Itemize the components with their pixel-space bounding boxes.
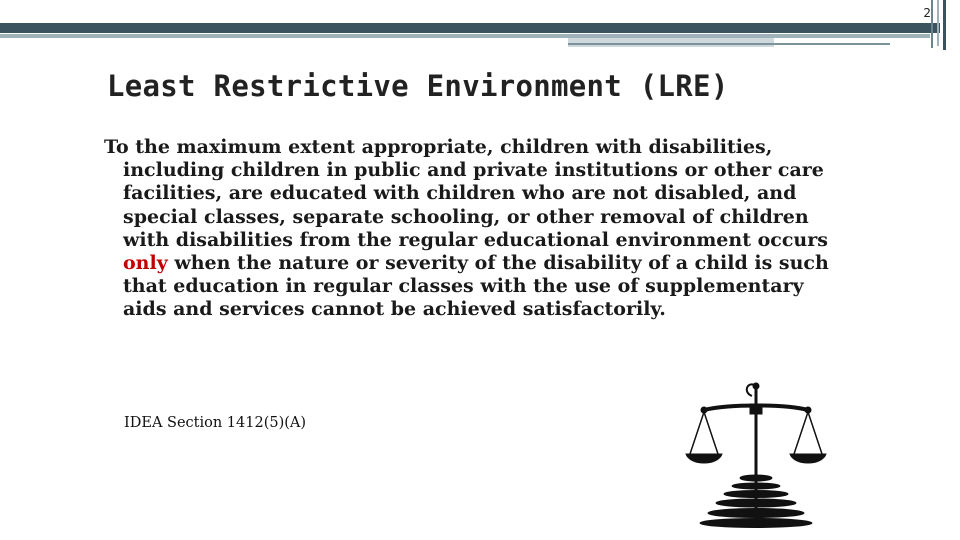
header-band (0, 23, 940, 33)
body-paragraph (104, 136, 844, 322)
body-text-after: when the nature or severity of the disability of a child is such that education in regular classes with the use of supplementary aids and services cannot be achieved satisfactorily. (123, 252, 829, 321)
corner-line (943, 0, 946, 50)
header-band-light (0, 34, 930, 38)
corner-line (931, 0, 933, 48)
citation: IDEA Section 1412(5)(A) (124, 415, 307, 431)
header-band-line (568, 43, 890, 45)
body-text (104, 136, 844, 322)
body-text-before: To the maximum extent appropriate, children with disabilities, including children in public and private institutions or other care facilities, are educated with children who are not disabled, and special classes, separate schooling, or other removal of children with disabilities from the regular educational environment occurs (104, 136, 828, 251)
scales-of-justice-icon (684, 378, 874, 528)
page-number: 2 (923, 6, 931, 20)
corner-line (937, 0, 939, 46)
slide-title: Least Restrictive Environment (LRE) (107, 69, 729, 103)
emphasis-word: only (123, 252, 168, 275)
